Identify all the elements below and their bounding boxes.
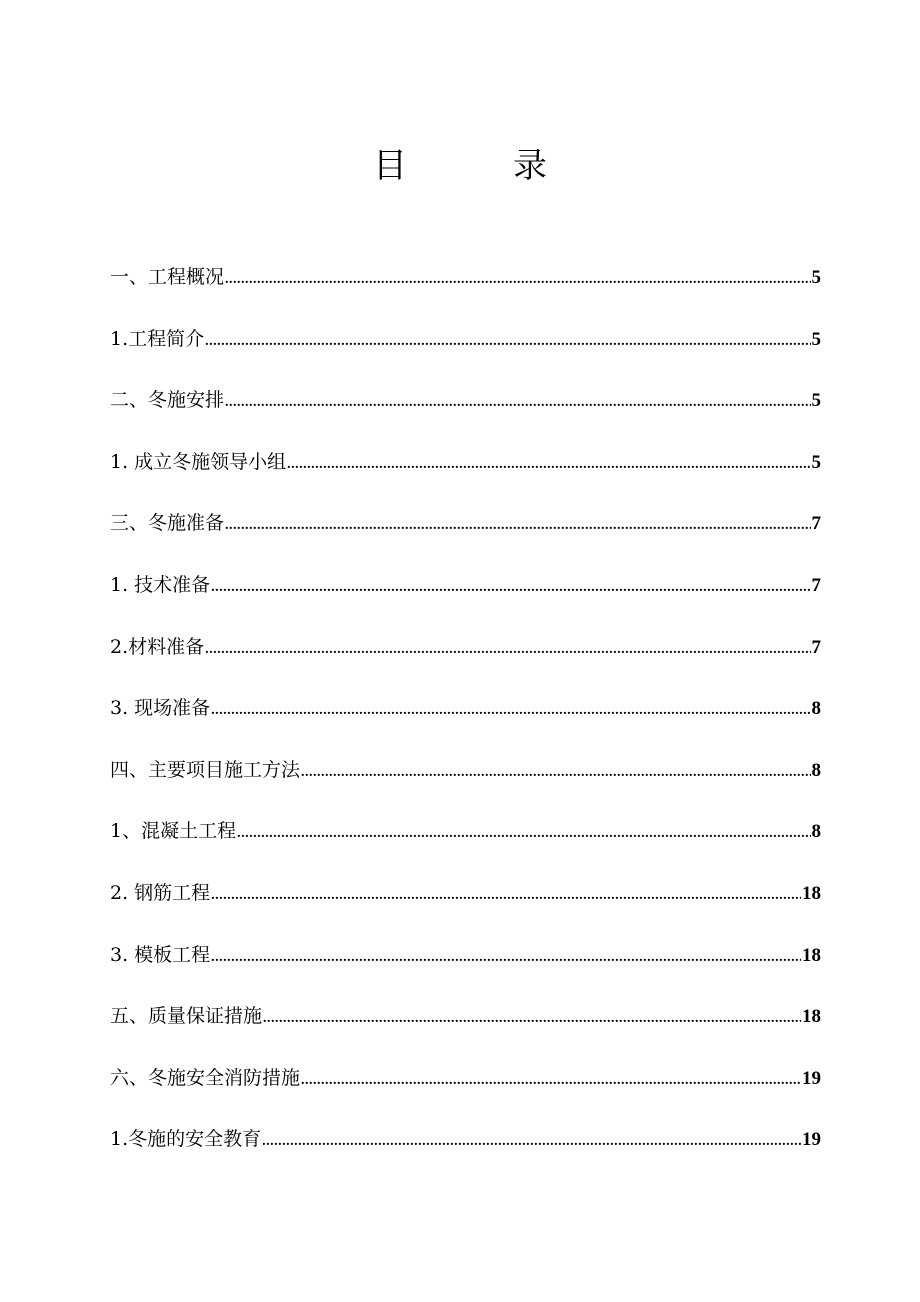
toc-entry-label: 1.冬施的安全教育 [110, 1128, 262, 1151]
toc-page-number: 18 [802, 882, 821, 904]
toc-page-number: 5 [811, 267, 821, 288]
toc-page-number: 7 [811, 574, 821, 596]
toc-page-number: 18 [802, 1006, 821, 1028]
toc-leader-dots [225, 265, 810, 295]
page-title: 目 录 [373, 146, 583, 186]
toc-entry[interactable] [110, 508, 821, 570]
toc-leader-dots [205, 635, 810, 665]
toc-entry-label: 1. 成立冬施领导小组 [110, 450, 287, 473]
toc-leader-dots [205, 327, 810, 357]
toc-entry-label: 1. 技术准备 [110, 573, 211, 596]
toc-entry[interactable] [110, 385, 821, 447]
toc-page-number: 18 [802, 944, 821, 966]
toc-leader-dots [225, 511, 810, 541]
toc-entry-label: 六、冬施安全消防措施 [110, 1066, 301, 1089]
toc-entry[interactable] [110, 324, 821, 386]
toc-page-number: 8 [811, 698, 821, 720]
toc-entry[interactable] [110, 878, 821, 940]
toc-entry[interactable] [110, 1124, 821, 1186]
toc-leader-dots [301, 758, 810, 788]
toc-page-number: 5 [811, 390, 821, 412]
toc-entry-label: 五、质量保证措施 [110, 1005, 263, 1028]
toc-page-number: 5 [811, 328, 821, 350]
toc-entry[interactable] [110, 1063, 821, 1125]
toc-leader-dots [237, 819, 810, 849]
toc-leader-dots [262, 1127, 801, 1157]
toc-entry-label: 1.工程简介 [110, 327, 205, 350]
toc-entry-label: 1、混凝土工程 [110, 820, 237, 843]
toc-entry-label: 3. 现场准备 [110, 697, 211, 720]
toc-leader-dots [225, 388, 810, 418]
toc-leader-dots [287, 450, 810, 480]
table-of-contents [110, 262, 821, 1186]
toc-entry[interactable] [110, 1001, 821, 1063]
toc-entry-label: 三、冬施准备 [110, 512, 225, 535]
toc-entry[interactable] [110, 755, 821, 817]
toc-entry-label: 四、主要项目施工方法 [110, 758, 301, 781]
toc-entry-label: 二、冬施安排 [110, 389, 225, 412]
toc-entry[interactable] [110, 816, 821, 878]
toc-leader-dots [211, 573, 810, 603]
toc-leader-dots [211, 943, 801, 973]
toc-entry[interactable] [110, 447, 821, 509]
toc-leader-dots [211, 881, 801, 911]
toc-page-number: 8 [811, 759, 821, 781]
toc-entry[interactable] [110, 940, 821, 1002]
toc-leader-dots [301, 1066, 801, 1096]
toc-leader-dots [211, 696, 810, 726]
toc-page-number: 5 [811, 451, 821, 473]
toc-page-number: 8 [811, 821, 821, 843]
toc-entry-label: 2.材料准备 [110, 635, 205, 658]
toc-entry-label: 一、工程概况 [110, 266, 225, 288]
toc-entry-label: 3. 模板工程 [110, 943, 211, 966]
toc-page-number: 19 [802, 1067, 821, 1089]
toc-leader-dots [263, 1004, 801, 1034]
toc-page-number: 7 [811, 636, 821, 658]
toc-entry[interactable] [110, 570, 821, 632]
toc-entry-label: 2. 钢筋工程 [110, 881, 211, 904]
toc-page-number: 19 [802, 1129, 821, 1151]
toc-entry[interactable] [110, 632, 821, 694]
toc-entry[interactable] [110, 693, 821, 755]
toc-page-number: 7 [811, 513, 821, 535]
toc-entry[interactable] [110, 262, 821, 324]
